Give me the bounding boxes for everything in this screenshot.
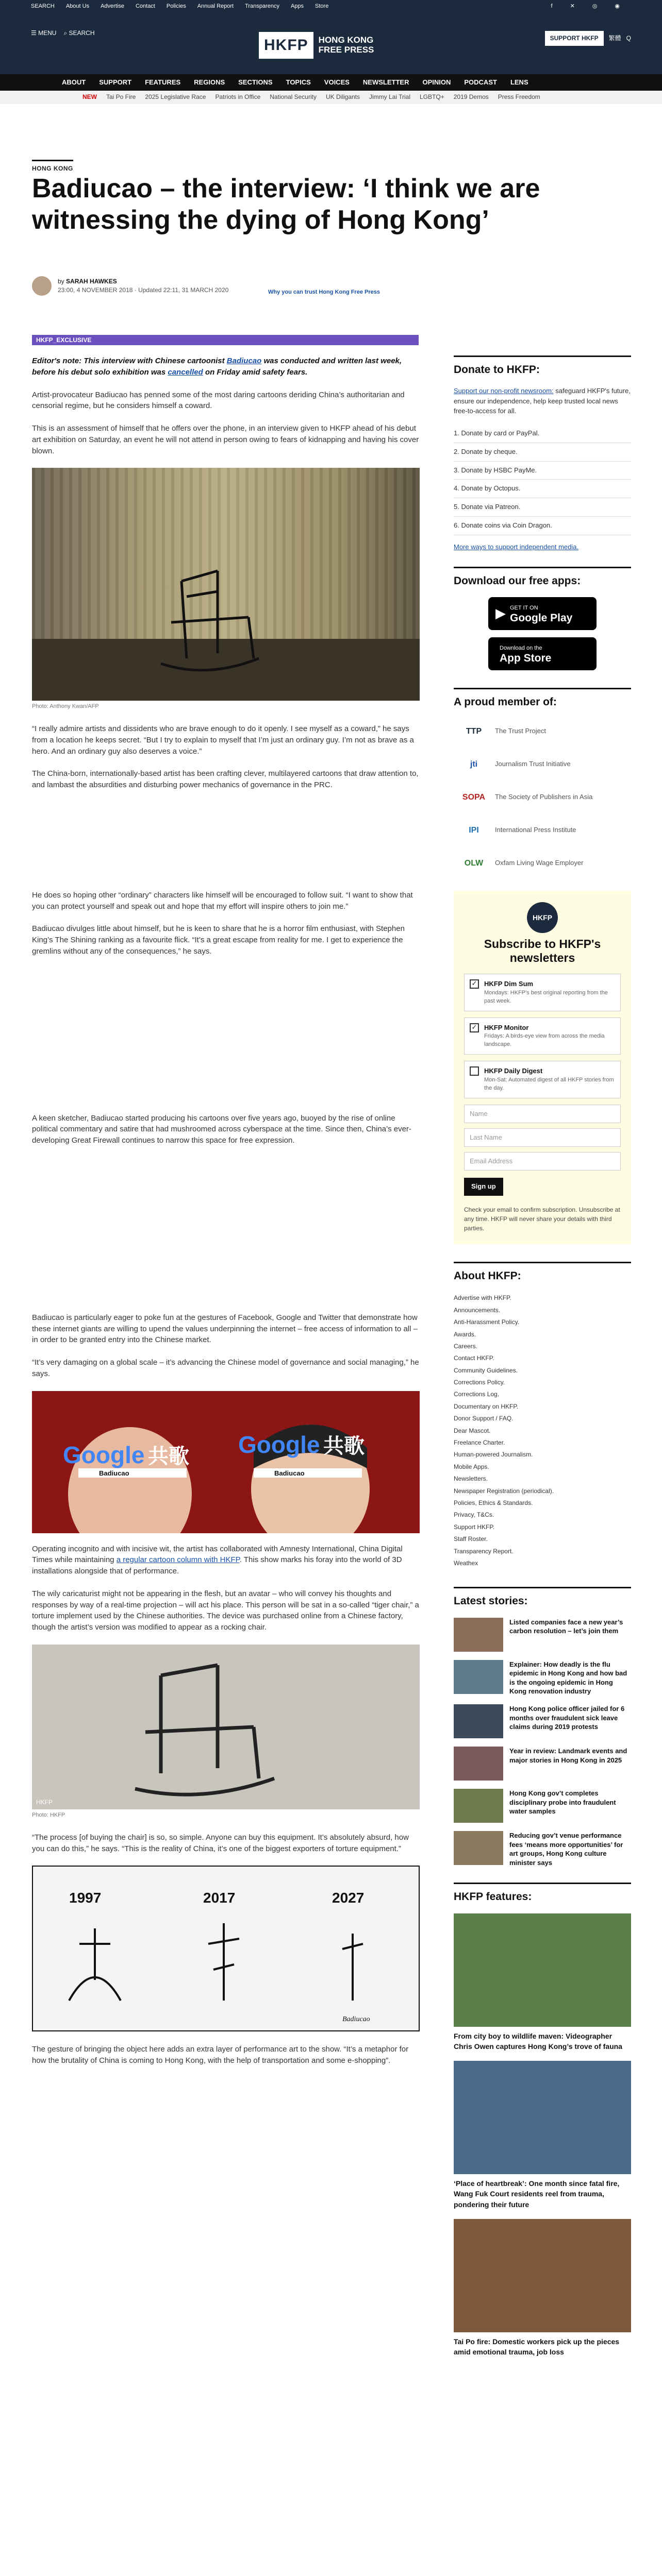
feature-title[interactable]: Tai Po fire: Domestic workers pick up the pieces amid emotional trauma, job loss xyxy=(454,2337,620,2357)
masthead xyxy=(0,13,662,74)
nav-regions[interactable]: REGIONS xyxy=(194,78,225,86)
photo-watermark: HKFP xyxy=(36,1798,53,1806)
about-link[interactable]: Corrections Log. xyxy=(454,1391,500,1398)
section-label[interactable]: HONG KONG xyxy=(32,160,73,173)
gp-name: Google Play xyxy=(510,612,573,624)
about-link[interactable]: Donor Support / FAQ. xyxy=(454,1415,514,1422)
about-heading: About HKFP: xyxy=(454,1262,631,1284)
about-link[interactable]: Anti-Harassment Policy. xyxy=(454,1318,520,1326)
member-logo: OLW xyxy=(464,859,484,868)
language-toggle[interactable]: 繁體 xyxy=(608,35,621,42)
member-org[interactable] xyxy=(459,720,631,743)
search-button[interactable]: ⌕ SEARCH xyxy=(63,29,95,37)
about-link[interactable]: Newspaper Registration (periodical). xyxy=(454,1487,554,1495)
nav-podcast[interactable]: PODCAST xyxy=(464,78,497,86)
about-link[interactable]: Support HKFP. xyxy=(454,1523,495,1531)
member-logo: IPI xyxy=(469,826,479,835)
first-name-input[interactable]: Name xyxy=(464,1105,621,1123)
badiucao-link[interactable]: Badiucao xyxy=(226,357,262,365)
topbar-search[interactable]: SEARCH xyxy=(31,3,55,10)
article-body xyxy=(32,355,420,2078)
about-link[interactable]: Advertise with HKFP. xyxy=(454,1294,511,1302)
story-thumbnail[interactable] xyxy=(454,1704,503,1738)
top-utility-bar xyxy=(0,0,662,13)
feature-image[interactable] xyxy=(454,2061,631,2174)
hkfp-logo-circle: HKFP xyxy=(527,902,558,933)
story-title[interactable]: Listed companies face a new year’s carbon resolution – let’s join them xyxy=(509,1618,623,1635)
feature-story[interactable] xyxy=(454,2219,631,2358)
trending-item[interactable]: Patriots in Office xyxy=(215,93,261,101)
exclusive-tag[interactable]: HKFP_EXCLUSIVE xyxy=(32,335,419,345)
latest-story[interactable] xyxy=(454,1789,631,1823)
rocking-chair-photo xyxy=(32,468,420,701)
about-link[interactable]: Transparency Report. xyxy=(454,1547,514,1555)
about-link[interactable]: Freelance Charter. xyxy=(454,1439,505,1447)
about-link[interactable]: Privacy, T&Cs. xyxy=(454,1511,494,1519)
facebook-icon[interactable]: f xyxy=(551,3,553,10)
years-cartoon-art xyxy=(33,1867,419,2030)
about-link[interactable]: Policies, Ethics & Standards. xyxy=(454,1499,533,1506)
trending-item[interactable]: Tai Po Fire xyxy=(106,93,136,101)
member-name: Oxfam Living Wage Employer xyxy=(495,859,584,867)
about-link[interactable]: Documentary on HKFP. xyxy=(454,1402,519,1410)
trending-item[interactable]: LGBTQ+ xyxy=(420,93,444,101)
story-title[interactable]: Reducing gov’t venue performance fees ‘means more opportunities’ for art groups, Hong Kong culture minister says xyxy=(509,1831,623,1867)
story-thumbnail[interactable] xyxy=(454,1618,503,1652)
google-cartoon-art xyxy=(32,1391,420,1533)
rss-icon[interactable]: ◉ xyxy=(615,3,620,10)
editor-note: Editor's note: This interview with Chinese cartoonist Badiucao was conducted and written last week, before his debut solo exhibition was cancelled on Friday amid safety fears. xyxy=(32,357,402,377)
google-play-icon: ▶ xyxy=(495,605,506,621)
newsletter-name: HKFP Daily Digest xyxy=(484,1067,543,1075)
about-link[interactable]: Dear Mascot. xyxy=(454,1427,491,1434)
member-name: International Press Institute xyxy=(495,826,576,834)
nav-voices[interactable]: VOICES xyxy=(324,78,350,86)
about-list xyxy=(454,1292,631,1569)
trending-bar xyxy=(0,91,662,104)
search-label: SEARCH xyxy=(69,29,95,37)
feature-story[interactable] xyxy=(454,1913,631,2052)
as-top: Download on the xyxy=(500,645,542,651)
about-link[interactable]: Newsletters. xyxy=(454,1475,488,1483)
about-link[interactable]: Staff Roster. xyxy=(454,1535,488,1543)
nav-newsletter[interactable]: NEWSLETTER xyxy=(362,78,409,86)
trending-item[interactable]: National Security xyxy=(270,93,317,101)
topbar-apps[interactable]: Apps xyxy=(290,3,304,10)
story-thumbnail[interactable] xyxy=(454,1831,503,1865)
donate-method[interactable]: 3. Donate by HSBC PayMe. xyxy=(454,462,631,480)
newsletter-name: HKFP Dim Sum xyxy=(484,979,534,988)
member-org[interactable] xyxy=(459,819,631,842)
paragraph: Badiucao divulges little about himself, but he is keen to share that he is a horror film enthusiast, with Stephen King’s The Shining ranking as a favourite flick. “It’s a great escape from reality for me. I get to experience the gremlins without any of the consequences,” he says. xyxy=(32,924,405,956)
embed-space xyxy=(32,969,420,1113)
feature-image[interactable] xyxy=(454,2219,631,2332)
member-logo: jti xyxy=(470,760,478,769)
photo-caption: Photo: Anthony Kwan/AFP xyxy=(32,703,99,710)
member-name: The Society of Publishers in Asia xyxy=(495,793,593,801)
artist-label-right: Badiucao xyxy=(274,1469,305,1477)
years-cartoon xyxy=(32,1866,420,2031)
byline xyxy=(32,276,444,296)
trending-item[interactable]: 2019 Demos xyxy=(453,93,489,101)
newsletter-desc: Fridays: A birds-eye view from across the media landscape. xyxy=(484,1033,605,1048)
member-org[interactable] xyxy=(459,852,631,875)
member-logo: SOPA xyxy=(462,793,486,802)
donate-method[interactable]: 2. Donate by cheque. xyxy=(454,443,631,462)
app-store-badge[interactable] xyxy=(488,637,597,670)
support-newsroom-link[interactable]: Support our non-profit newsroom: xyxy=(454,387,554,395)
menu-button[interactable]: ☰ MENU xyxy=(31,29,57,37)
about-link[interactable]: Human-powered Journalism. xyxy=(454,1451,533,1459)
logo-line2: FREE PRESS xyxy=(318,44,374,55)
trending-item[interactable]: UK Diligants xyxy=(325,93,360,101)
latest-story[interactable] xyxy=(454,1660,631,1696)
google-chinese-right: 共歌 xyxy=(323,1434,365,1458)
paragraph: This is an assessment of himself that he offers over the phone, in an interview given to HKFP ahead of his debut art exhibition on Saturday, an event he will not attend in person owing to fears of kidnapping and having his cover blown. xyxy=(32,424,419,455)
nav-sections[interactable]: SECTIONS xyxy=(238,78,273,86)
nav-support[interactable]: SUPPORT xyxy=(99,78,132,86)
member-name: Journalism Trust Initiative xyxy=(495,760,571,768)
story-title[interactable]: Hong Kong police officer jailed for 6 months over fraudulent sick leave claims during 2019 protests xyxy=(509,1704,625,1731)
apps-heading: Download our free apps: xyxy=(454,567,631,589)
paragraph: “The process [of buying the chair] is so, so simple. Anyone can buy this equipment. It’s absolutely absurd, how you can do this,” he says. “This is the reality of China, it’s one of the biggest exporters of torture equipment.” xyxy=(32,1833,409,1853)
story-title[interactable]: Year in review: Landmark events and major stories in Hong Kong in 2025 xyxy=(509,1747,627,1764)
year-2027: 2027 xyxy=(332,1890,365,1906)
artist-label-left: Badiucao xyxy=(99,1469,129,1477)
newsletter-box xyxy=(454,891,631,1244)
author-name[interactable]: SARAH HAWKES xyxy=(66,277,117,285)
cancelled-link[interactable]: cancelled xyxy=(168,367,203,377)
trust-link[interactable]: Why you can trust Hong Kong Free Press xyxy=(268,289,380,295)
paragraph: He does so hoping other “ordinary” characters like himself will be encouraged to follow suit. “I want to show that you can protect yourself and speak out and hope that my effort will inspire others to join me.” xyxy=(32,890,413,911)
newsletter-option[interactable] xyxy=(464,1061,621,1098)
nav-opinion[interactable]: OPINION xyxy=(422,78,451,86)
paragraph: Artist-provocateur Badiucao has penned some of the most daring cartoons deriding China’s authoritarian and censorial regime, but he considers himself a coward. xyxy=(32,390,405,411)
donate-method[interactable]: 4. Donate by Octopus. xyxy=(454,480,631,498)
latest-story[interactable] xyxy=(454,1704,631,1738)
feature-title[interactable]: ‘Place of heartbreak’: One month since fatal fire, Wang Fuk Court residents reel from trauma, pondering their future xyxy=(454,2179,620,2209)
google-chinese-left: 共歌 xyxy=(148,1444,189,1468)
latest-heading: Latest stories: xyxy=(454,1587,631,1609)
nav-topics[interactable]: TOPICS xyxy=(286,78,311,86)
donate-methods xyxy=(454,425,631,535)
last-name-input[interactable]: Last Name xyxy=(464,1128,621,1147)
sidebar xyxy=(454,355,631,2367)
author-avatar xyxy=(32,276,52,296)
newsletter-name: HKFP Monitor xyxy=(484,1023,529,1031)
site-logo[interactable] xyxy=(259,32,374,59)
search-icon[interactable]: Q xyxy=(626,35,631,42)
donate-heading: Donate to HKFP: xyxy=(454,355,631,378)
instagram-icon[interactable]: ◎ xyxy=(592,3,598,10)
donate-text: Support our non-profit newsroom: safeguard HKFP's future, ensure our independence, help keep trusted local news free-to-access for all. xyxy=(454,387,631,415)
twitter-icon[interactable]: ✕ xyxy=(570,3,575,10)
trending-item[interactable]: Jimmy Lai Trial xyxy=(369,93,411,101)
gp-top: GET IT ON xyxy=(510,604,538,611)
latest-story[interactable] xyxy=(454,1831,631,1867)
topbar-about[interactable]: About Us xyxy=(65,3,90,10)
about-link[interactable]: Contact HKFP. xyxy=(454,1354,494,1362)
story-title[interactable]: Hong Kong gov’t completes disciplinary probe into fraudulent water samples xyxy=(509,1789,616,1816)
latest-story[interactable] xyxy=(454,1618,631,1652)
chair-silhouette xyxy=(32,468,420,701)
nav-lens[interactable]: LENS xyxy=(510,78,528,86)
member-org[interactable] xyxy=(459,753,631,776)
tiger-chair-photo xyxy=(32,1645,420,1809)
cartoon-signature: Badiucao xyxy=(342,2015,370,2024)
feature-story[interactable] xyxy=(454,2061,631,2210)
feature-image[interactable] xyxy=(454,1913,631,2027)
logo-line1: HONG KONG xyxy=(318,35,374,45)
member-org[interactable] xyxy=(459,786,631,809)
trending-item[interactable]: Press Freedom xyxy=(498,93,540,101)
story-thumbnail[interactable] xyxy=(454,1747,503,1781)
google-word-right: Google xyxy=(238,1431,320,1458)
google-word-left: Google xyxy=(63,1441,145,1468)
paragraph: The wily caricaturist might not be appearing in the flesh, but an avatar – who will convey his thoughts and responses by way of a real-time projection – will act his place. This person will be sat in a so-called “tiger chair,” a torture implement used by the Chinese authorities. The device was purchased online from a Chinese factory, though the artist’s version was modified to appear as a rocking chair. xyxy=(32,1589,419,1632)
about-link[interactable]: Careers. xyxy=(454,1342,478,1350)
nav-about[interactable]: ABOUT xyxy=(62,78,86,86)
support-hkfp-button[interactable]: SUPPORT HKFP xyxy=(545,31,604,46)
paragraph: “It’s very damaging on a global scale – it’s advancing the Chinese model of governance and social managing,” he says. xyxy=(32,1358,419,1378)
signup-button[interactable]: Sign up xyxy=(464,1178,503,1196)
main-nav xyxy=(0,74,662,91)
story-title[interactable]: Explainer: How deadly is the flu epidemic in Hong Kong and how bad is the ongoing epidemic in Hong Kong renovation industry xyxy=(509,1660,627,1696)
about-link[interactable]: Announcements. xyxy=(454,1306,501,1314)
story-thumbnail[interactable] xyxy=(454,1789,503,1823)
google-cartoon xyxy=(32,1391,420,1533)
logo-box: HKFP xyxy=(259,32,313,59)
as-name: App Store xyxy=(500,652,552,664)
paragraph: “I really admire artists and dissidents who are brave enough to do it openly. I see myself as a coward,” he says from a location he keeps secret. “But I try to explain to myself that I’m just an ordinary guy. I’m not as brave as a hero. And an ordinary guy also deserves a voice.” xyxy=(32,724,414,756)
topbar-policies[interactable]: Policies xyxy=(166,3,186,10)
member-name: The Trust Project xyxy=(495,727,546,735)
newsletter-option[interactable] xyxy=(464,1018,621,1055)
confirm-text: Check your email to confirm subscription. Unsubscribe at any time. HKFP will never share your details with third parties. xyxy=(464,1206,620,1232)
newsletter-checkbox[interactable] xyxy=(470,1066,479,1076)
paragraph: A keen sketcher, Badiucao started producing his cartoons over five years ago, buoyed by the rise of online political commentary and satire that had mushroomed across cyberspace at the time. Since then, China’s ever-developing Great Firewall continues to narrow this space for free expression. xyxy=(32,1113,411,1145)
year-2017: 2017 xyxy=(203,1890,236,1906)
about-link[interactable]: Weathex xyxy=(454,1559,478,1567)
embed-space xyxy=(32,1158,420,1312)
newsletter-checkbox[interactable]: ✓ xyxy=(470,979,479,989)
donate-method[interactable]: 6. Donate coins via Coin Dragon. xyxy=(454,517,631,535)
member-logo: TTP xyxy=(466,727,482,736)
tiger-chair-art xyxy=(32,1645,420,1809)
newsletter-desc: Mondays: HKFP's best original reporting from the past week. xyxy=(484,989,608,1004)
member-heading: A proud member of: xyxy=(454,688,631,710)
cartoon-column-link[interactable]: a regular cartoon column with HKFP xyxy=(116,1555,240,1565)
feature-title[interactable]: From city boy to wildlife maven: Videographer Chris Owen captures Hong Kong’s trove of fauna xyxy=(454,2031,622,2050)
paragraph: The China-born, internationally-based artist has been crafting clever, multilayered cartoons that draw attention to, and lambast the absurdities and disturbing power mechanics of governance in the PRC. xyxy=(32,769,419,790)
publish-date: 23:00, 4 NOVEMBER 2018 · Updated 22:11, 31 MARCH 2020 xyxy=(58,286,229,294)
trending-item[interactable]: 2025 Legislative Race xyxy=(145,93,206,101)
about-link[interactable]: Corrections Policy. xyxy=(454,1379,505,1386)
google-play-badge[interactable] xyxy=(488,597,597,630)
latest-story[interactable] xyxy=(454,1747,631,1781)
newsletter-checkbox[interactable]: ✓ xyxy=(470,1023,479,1032)
newsletter-title: Subscribe to HKFP's newsletters xyxy=(484,937,601,965)
embed-space xyxy=(32,802,420,890)
year-1997: 1997 xyxy=(69,1890,102,1906)
topbar-contact[interactable]: Contact xyxy=(135,3,155,10)
photo-caption: Photo: HKFP xyxy=(32,1811,65,1818)
donate-method[interactable]: 5. Donate via Patreon. xyxy=(454,498,631,517)
topbar-advertise[interactable]: Advertise xyxy=(101,3,124,10)
story-thumbnail[interactable] xyxy=(454,1660,503,1694)
features-heading: HKFP features: xyxy=(454,1883,631,1905)
byline-prefix: by xyxy=(58,277,64,285)
newsletter-option[interactable] xyxy=(464,974,621,1011)
paragraph: Operating incognito and with incisive wit, the artist has collaborated with Amnesty International, China Digital Times while maintaining a regular cartoon column with HKFP. This show marks his foray into the world of 3D installations alongside that of performance. xyxy=(32,1544,403,1576)
article-headline: Badiucao – the interview: ‘I think we are witnessing the dying of Hong Kong’ xyxy=(32,174,540,235)
more-ways-link[interactable]: More ways to support independent media. xyxy=(454,543,579,551)
about-link[interactable]: Mobile Apps. xyxy=(454,1463,489,1470)
nav-features[interactable]: FEATURES xyxy=(145,78,181,86)
donate-method[interactable]: 1. Donate by card or PayPal. xyxy=(454,425,631,443)
about-link[interactable]: Awards. xyxy=(454,1330,476,1338)
email-input[interactable]: Email Address xyxy=(464,1152,621,1171)
topbar-transparency[interactable]: Transparency xyxy=(245,3,279,10)
about-link[interactable]: Community Guidelines. xyxy=(454,1366,518,1374)
trending-new-label: NEW xyxy=(82,93,97,101)
topbar-annual-report[interactable]: Annual Report xyxy=(197,3,234,10)
topbar-store[interactable]: Store xyxy=(315,3,329,10)
menu-label: MENU xyxy=(38,29,57,37)
paragraph: The gesture of bringing the object here adds an extra layer of performance art to the show. “It’s a metaphor for how the brutality of China is coming to Hong Kong, with the help of transportation and some e-shopping”. xyxy=(32,2045,409,2065)
paragraph: Badiucao is particularly eager to poke fun at the gestures of Facebook, Google and Twitter that demonstrate how these internet giants are willing to upend the values underpinning the internet – free access of information to all – in order to be granted entry into the Chinese market. xyxy=(32,1313,418,1345)
newsletter-desc: Mon-Sat: Automated digest of all HKFP stories from the day. xyxy=(484,1077,614,1092)
